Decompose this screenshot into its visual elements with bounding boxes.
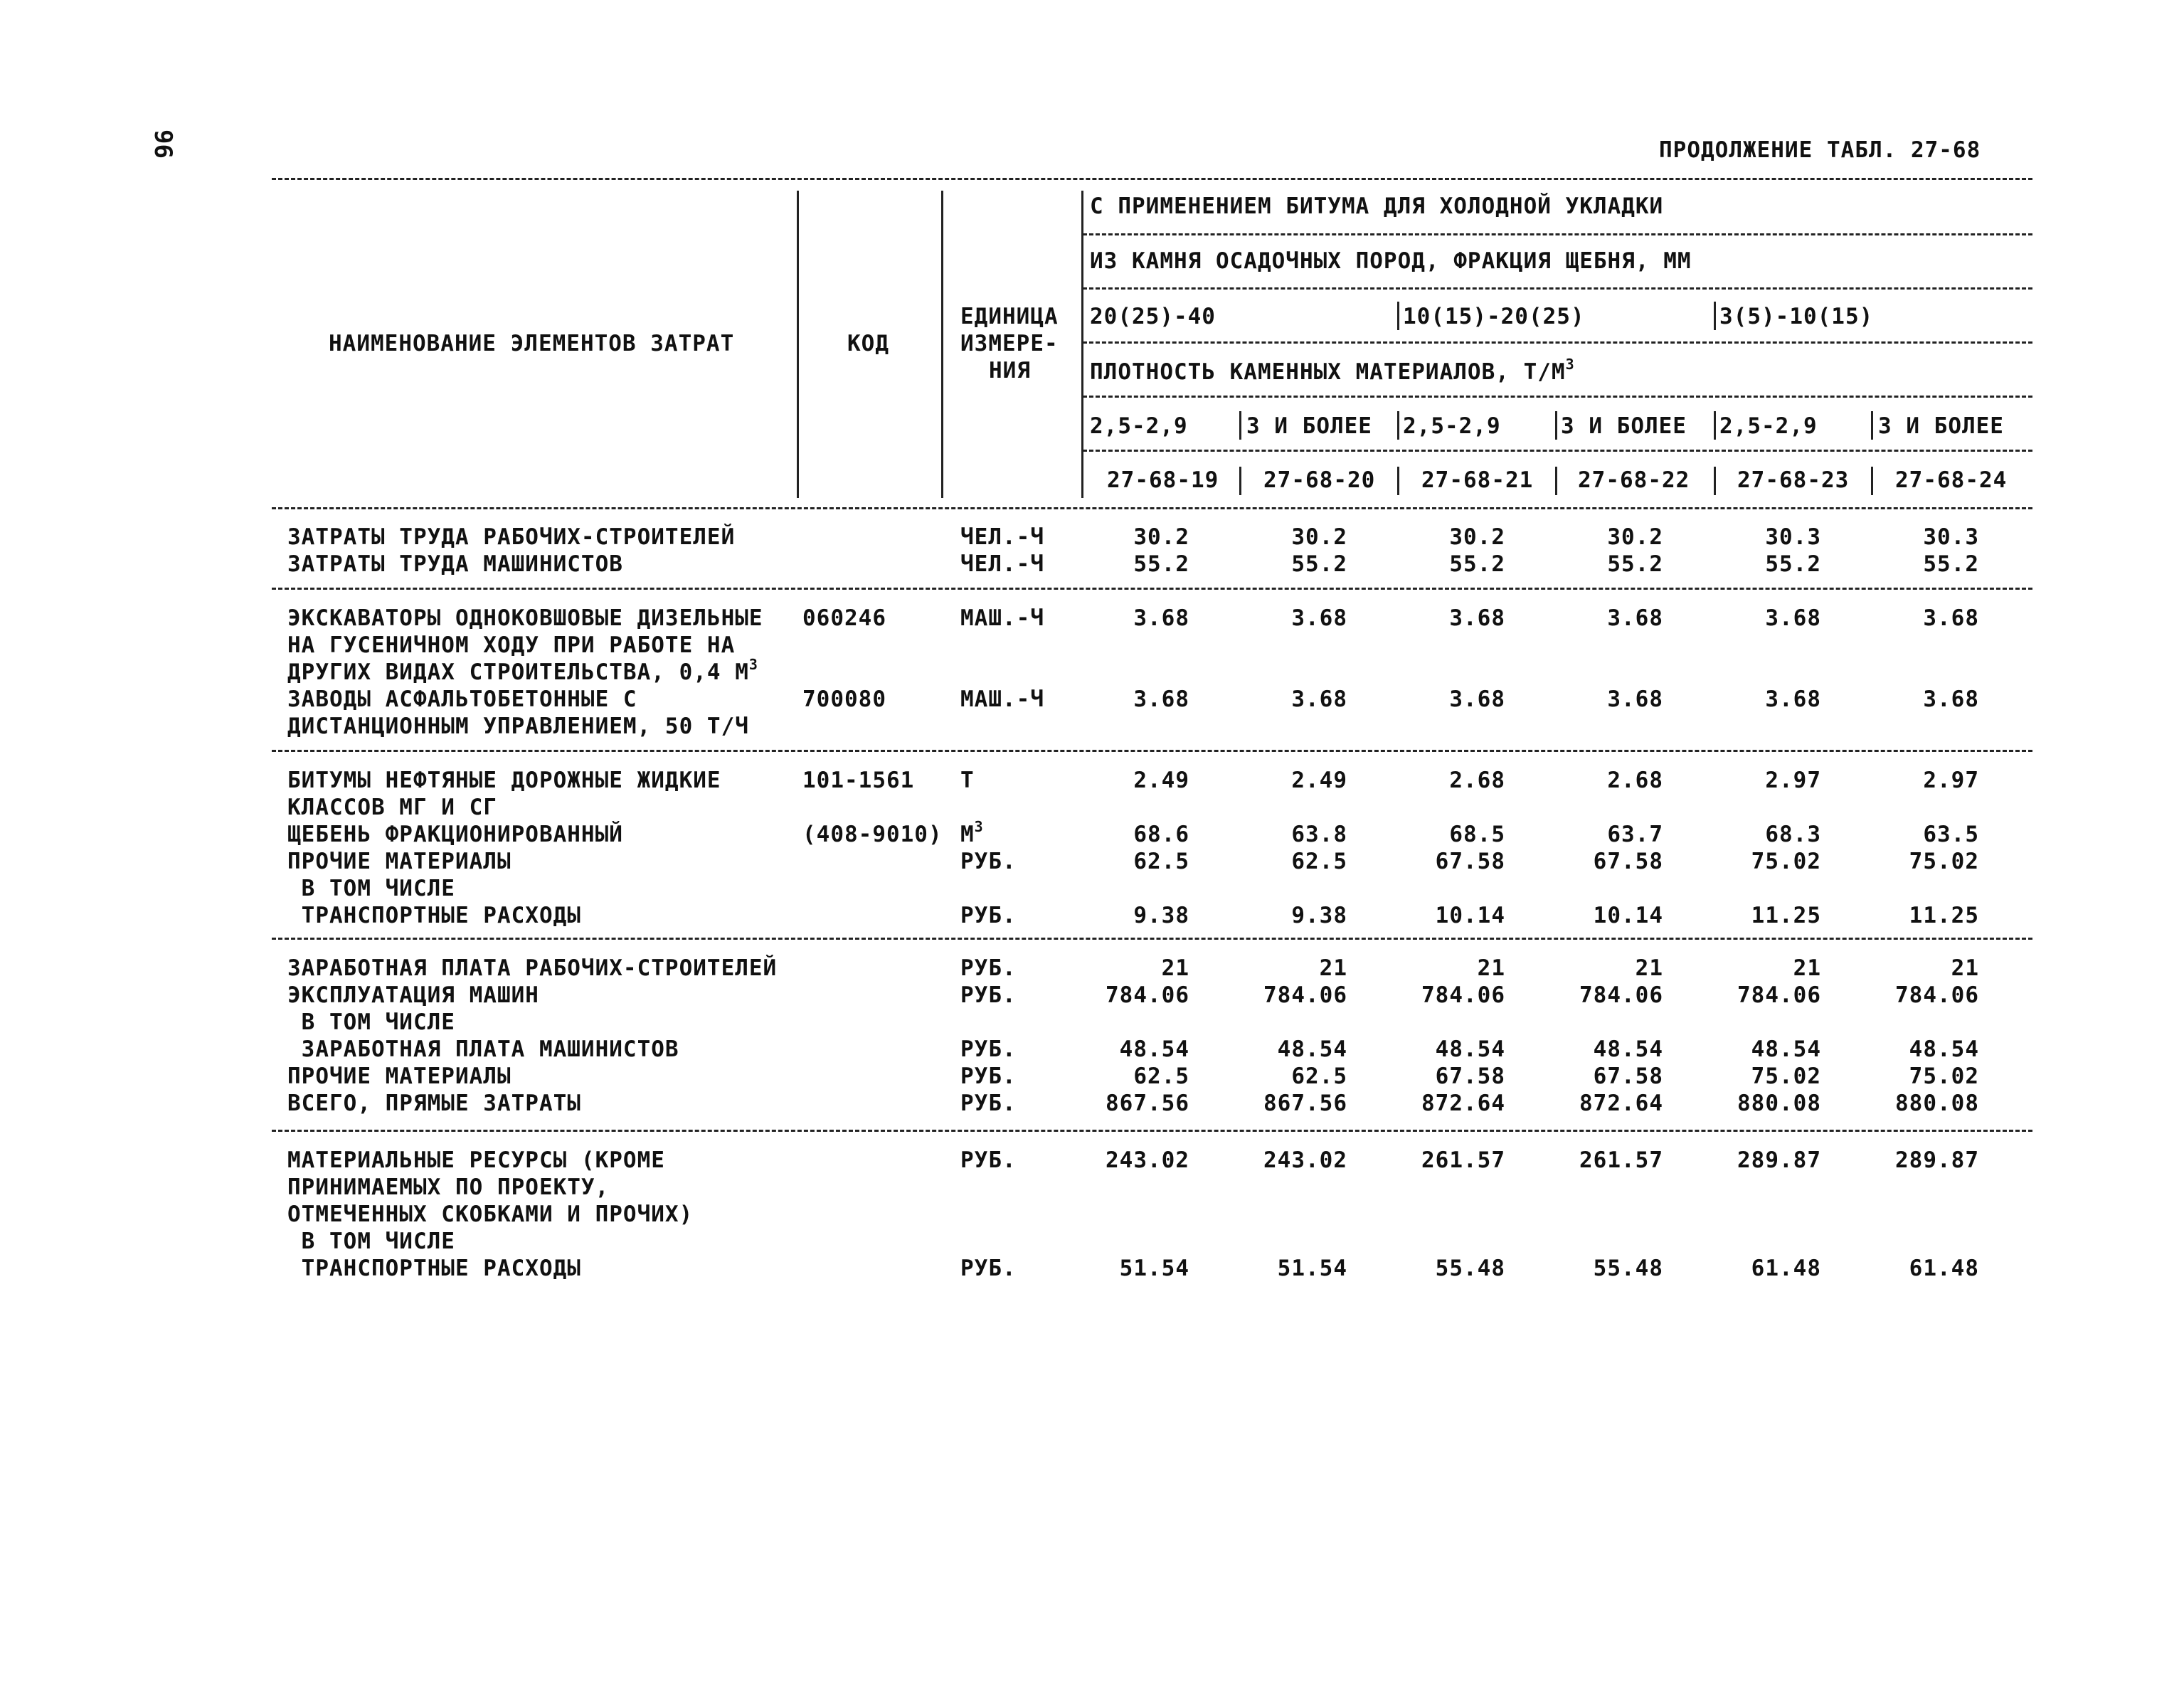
row-value: 48.54 (1751, 1036, 1821, 1062)
rule-section (272, 938, 2032, 940)
row-value: 30.3 (1765, 524, 1821, 550)
row-name-line: ДРУГИХ ВИДАХ СТРОИТЕЛЬСТВА, 0,4 $М^3$ (287, 656, 758, 685)
row-value: 75.02 (1751, 849, 1821, 874)
row-value: 55.48 (1435, 1256, 1505, 1281)
row-value: 62.5 (1291, 849, 1347, 874)
row-value: 289.87 (1895, 1147, 1979, 1173)
row-value: 872.64 (1421, 1091, 1505, 1116)
row-value: 784.06 (1895, 982, 1979, 1008)
row-name-line: ЗАРАБОТНАЯ ПЛАТА РАБОЧИХ-СТРОИТЕЛЕЙ (287, 955, 778, 981)
row-value: 3.68 (1923, 605, 1979, 631)
row-value: 61.48 (1751, 1256, 1821, 1281)
price-code-3: 27-68-21 (1421, 467, 1534, 493)
row-name-line: ТРАНСПОРТНЫЕ РАСХОДЫ (287, 1256, 581, 1281)
row-value: 2.68 (1607, 768, 1663, 793)
row-value: 75.02 (1909, 849, 1979, 874)
col-separator (1714, 411, 1716, 440)
row-value: 867.56 (1106, 1091, 1189, 1116)
fraction-2: 10(15)-20(25) (1403, 304, 1585, 329)
row-value: 67.58 (1593, 1064, 1663, 1089)
row-name-line: ТРАНСПОРТНЫЕ РАСХОДЫ (287, 903, 581, 928)
continuation-title: ПРОДОЛЖЕНИЕ ТАБЛ. 27-68 (1659, 137, 1981, 163)
row-value: 2.49 (1133, 768, 1189, 793)
rule-section (272, 750, 2032, 752)
rule-section (272, 1130, 2032, 1132)
row-value: 30.2 (1133, 524, 1189, 550)
row-value: 289.87 (1737, 1147, 1821, 1173)
row-name-line: ЭКСКАВАТОРЫ ОДНОКОВШОВЫЕ ДИЗЕЛЬНЫЕ (287, 605, 763, 631)
row-value: 30.3 (1923, 524, 1979, 550)
row-unit: РУБ. (960, 982, 1017, 1008)
header-rule (1083, 396, 2032, 398)
header-rule (1083, 287, 2032, 290)
row-value: 68.5 (1449, 822, 1505, 847)
row-value: 68.3 (1765, 822, 1821, 847)
row-name-line: В ТОМ ЧИСЛЕ (287, 876, 455, 901)
header-unit-1: ЕДИНИЦА (960, 304, 1059, 329)
row-value: 67.58 (1593, 849, 1663, 874)
row-value: 55.2 (1133, 551, 1189, 577)
row-name-line: ЗАТРАТЫ ТРУДА МАШИНИСТОВ (287, 551, 623, 577)
row-value: 63.7 (1607, 822, 1663, 847)
density-title-text: ПЛОТНОСТЬ КАМЕННЫХ МАТЕРИАЛОВ, Т/М (1090, 359, 1566, 385)
price-code-1: 27-68-19 (1107, 467, 1219, 493)
row-name-line: ПРИНИМАЕМЫХ ПО ПРОЕКТУ, (287, 1174, 610, 1200)
row-value: 2.97 (1923, 768, 1979, 793)
row-value: 55.48 (1593, 1256, 1663, 1281)
row-unit: РУБ. (960, 1036, 1017, 1062)
row-unit: РУБ. (960, 903, 1017, 928)
row-value: 68.6 (1133, 822, 1189, 847)
density-title-sup: 3 (1565, 356, 1575, 373)
row-name-line: ОТМЕЧЕННЫХ СКОБКАМИ И ПРОЧИХ) (287, 1202, 694, 1227)
row-value: 21 (1635, 955, 1663, 981)
row-value: 880.08 (1737, 1091, 1821, 1116)
row-value: 55.2 (1607, 551, 1663, 577)
col-separator (1871, 411, 1873, 440)
row-value: 75.02 (1909, 1064, 1979, 1089)
density-1: 2,5-2,9 (1090, 413, 1188, 439)
row-value: 261.57 (1579, 1147, 1663, 1173)
row-value: 3.68 (1291, 686, 1347, 712)
row-unit: ЧЕЛ.-Ч (960, 524, 1044, 550)
row-value: 48.54 (1593, 1036, 1663, 1062)
col-separator (1397, 467, 1399, 495)
row-value: 48.54 (1435, 1036, 1505, 1062)
header-rule (1083, 341, 2032, 344)
row-value: 3.68 (1607, 686, 1663, 712)
row-value: 62.5 (1133, 1064, 1189, 1089)
row-value: 3.68 (1133, 605, 1189, 631)
row-value: 51.54 (1119, 1256, 1189, 1281)
row-value: 3.68 (1133, 686, 1189, 712)
row-value: 55.2 (1923, 551, 1979, 577)
group-title: С ПРИМЕНЕНИЕМ БИТУМА ДЛЯ ХОЛОДНОЙ УКЛАДКИ (1090, 193, 1664, 219)
row-value: 11.25 (1909, 903, 1979, 928)
row-name-line: ЩЕБЕНЬ ФРАКЦИОНИРОВАННЫЙ (287, 822, 623, 847)
rule-section (272, 588, 2032, 590)
row-value: 784.06 (1421, 982, 1505, 1008)
row-value: 9.38 (1291, 903, 1347, 928)
density-6: 3 И БОЛЕЕ (1878, 413, 2004, 439)
col-separator (1397, 411, 1399, 440)
row-unit: ЧЕЛ.-Ч (960, 551, 1044, 577)
row-value: 784.06 (1579, 982, 1663, 1008)
density-4: 3 И БОЛЕЕ (1561, 413, 1687, 439)
row-code: 101-1561 (802, 768, 915, 793)
row-value: 784.06 (1263, 982, 1347, 1008)
row-unit: РУБ. (960, 1091, 1017, 1116)
row-unit: $М^3$ (960, 818, 984, 847)
row-value: 3.68 (1449, 605, 1505, 631)
row-value: 2.68 (1449, 768, 1505, 793)
col-separator (1239, 467, 1241, 495)
header-rule (1083, 233, 2032, 235)
row-value: 872.64 (1579, 1091, 1663, 1116)
unit-superscript: 3 (974, 818, 984, 835)
row-value: 21 (1319, 955, 1347, 981)
unit-superscript: 3 (748, 656, 758, 673)
row-code: 700080 (802, 686, 886, 712)
header-rule (1083, 450, 2032, 452)
row-name-line: В ТОМ ЧИСЛЕ (287, 1229, 455, 1254)
row-name-line: МАТЕРИАЛЬНЫЕ РЕСУРСЫ (КРОМЕ (287, 1147, 665, 1173)
col-separator (1871, 467, 1873, 495)
row-name-line: ДИСТАНЦИОННЫМ УПРАВЛЕНИЕМ, 50 Т/Ч (287, 714, 749, 739)
row-value: 867.56 (1263, 1091, 1347, 1116)
row-value: 62.5 (1133, 849, 1189, 874)
row-unit: РУБ. (960, 1064, 1017, 1089)
row-value: 62.5 (1291, 1064, 1347, 1089)
row-value: 63.5 (1923, 822, 1979, 847)
row-value: 63.8 (1291, 822, 1347, 847)
price-code-4: 27-68-22 (1578, 467, 1690, 493)
density-2: 3 И БОЛЕЕ (1246, 413, 1372, 439)
row-value: 55.2 (1291, 551, 1347, 577)
row-name-line: ПРОЧИЕ МАТЕРИАЛЫ (287, 849, 511, 874)
header-name: НАИМЕНОВАНИЕ ЭЛЕМЕНТОВ ЗАТРАТ (329, 331, 735, 356)
col-separator (797, 191, 799, 498)
row-value: 67.58 (1435, 1064, 1505, 1089)
row-value: 261.57 (1421, 1147, 1505, 1173)
row-code: (408-9010) (802, 822, 943, 847)
row-unit: Т (960, 768, 975, 793)
row-value: 21 (1161, 955, 1189, 981)
col-separator (1714, 302, 1716, 330)
row-name-line: ВСЕГО, ПРЯМЫЕ ЗАТРАТЫ (287, 1091, 581, 1116)
row-unit: РУБ. (960, 1147, 1017, 1173)
row-name-line: ЭКСПЛУАТАЦИЯ МАШИН (287, 982, 539, 1008)
row-code: 060246 (802, 605, 886, 631)
row-value: 51.54 (1277, 1256, 1347, 1281)
row-value: 30.2 (1607, 524, 1663, 550)
col-separator (1397, 302, 1399, 330)
density-3: 2,5-2,9 (1403, 413, 1501, 439)
row-name-line: ЗАТРАТЫ ТРУДА РАБОЧИХ-СТРОИТЕЛЕЙ (287, 524, 736, 550)
fraction-3: 3(5)-10(15) (1719, 304, 1874, 329)
density-title (1090, 356, 1575, 385)
row-value: 67.58 (1435, 849, 1505, 874)
row-value: 2.49 (1291, 768, 1347, 793)
price-code-5: 27-68-23 (1737, 467, 1850, 493)
row-unit: МАШ.-Ч (960, 605, 1044, 631)
row-name-line: БИТУМЫ НЕФТЯНЫЕ ДОРОЖНЫЕ ЖИДКИЕ (287, 768, 721, 793)
row-value: 48.54 (1909, 1036, 1979, 1062)
row-name-line: ЗАВОДЫ АСФАЛЬТОБЕТОННЫЕ С (287, 686, 637, 712)
row-name-line: ПРОЧИЕ МАТЕРИАЛЫ (287, 1064, 511, 1089)
col-separator (1239, 411, 1241, 440)
row-name-line: В ТОМ ЧИСЛЕ (287, 1009, 455, 1035)
row-value: 75.02 (1751, 1064, 1821, 1089)
row-value: 2.97 (1765, 768, 1821, 793)
row-value: 55.2 (1449, 551, 1505, 577)
row-value: 3.68 (1923, 686, 1979, 712)
row-name-line: КЛАССОВ МГ И СГ (287, 795, 497, 820)
row-value: 30.2 (1449, 524, 1505, 550)
row-value: 48.54 (1119, 1036, 1189, 1062)
fraction-1: 20(25)-40 (1090, 304, 1216, 329)
row-name-line: НА ГУСЕНИЧНОМ ХОДУ ПРИ РАБОТЕ НА (287, 632, 736, 658)
row-value: 10.14 (1593, 903, 1663, 928)
row-value: 243.02 (1263, 1147, 1347, 1173)
row-value: 30.2 (1291, 524, 1347, 550)
rule-top (272, 178, 2032, 180)
row-unit: РУБ. (960, 955, 1017, 981)
row-value: 3.68 (1765, 605, 1821, 631)
row-value: 11.25 (1751, 903, 1821, 928)
row-value: 61.48 (1909, 1256, 1979, 1281)
row-value: 48.54 (1277, 1036, 1347, 1062)
col-separator (1081, 191, 1083, 498)
row-unit: РУБ. (960, 849, 1017, 874)
header-unit-2: ИЗМЕРЕ- (960, 331, 1059, 356)
row-value: 784.06 (1106, 982, 1189, 1008)
col-separator (1555, 411, 1557, 440)
price-code-2: 27-68-20 (1263, 467, 1376, 493)
col-separator (941, 191, 943, 498)
price-code-6: 27-68-24 (1895, 467, 2008, 493)
header-unit-3: НИЯ (989, 358, 1031, 383)
rule-header-bottom (272, 507, 2032, 509)
row-value: 21 (1951, 955, 1979, 981)
row-value: 3.68 (1291, 605, 1347, 631)
row-unit: МАШ.-Ч (960, 686, 1044, 712)
subgroup-title: ИЗ КАМНЯ ОСАДОЧНЫХ ПОРОД, ФРАКЦИЯ ЩЕБНЯ, ММ (1090, 248, 1692, 274)
row-value: 9.38 (1133, 903, 1189, 928)
row-value: 3.68 (1449, 686, 1505, 712)
row-value: 3.68 (1607, 605, 1663, 631)
col-separator (1555, 467, 1557, 495)
col-separator (1714, 467, 1716, 495)
row-value: 880.08 (1895, 1091, 1979, 1116)
row-value: 21 (1477, 955, 1505, 981)
row-value: 784.06 (1737, 982, 1821, 1008)
row-value: 10.14 (1435, 903, 1505, 928)
row-value: 243.02 (1106, 1147, 1189, 1173)
row-unit: РУБ. (960, 1256, 1017, 1281)
row-name-line: ЗАРАБОТНАЯ ПЛАТА МАШИНИСТОВ (287, 1036, 679, 1062)
page-number: 96 (149, 129, 177, 159)
row-value: 55.2 (1765, 551, 1821, 577)
density-5: 2,5-2,9 (1719, 413, 1818, 439)
row-value: 3.68 (1765, 686, 1821, 712)
row-value: 21 (1793, 955, 1821, 981)
header-code: КОД (847, 331, 889, 356)
